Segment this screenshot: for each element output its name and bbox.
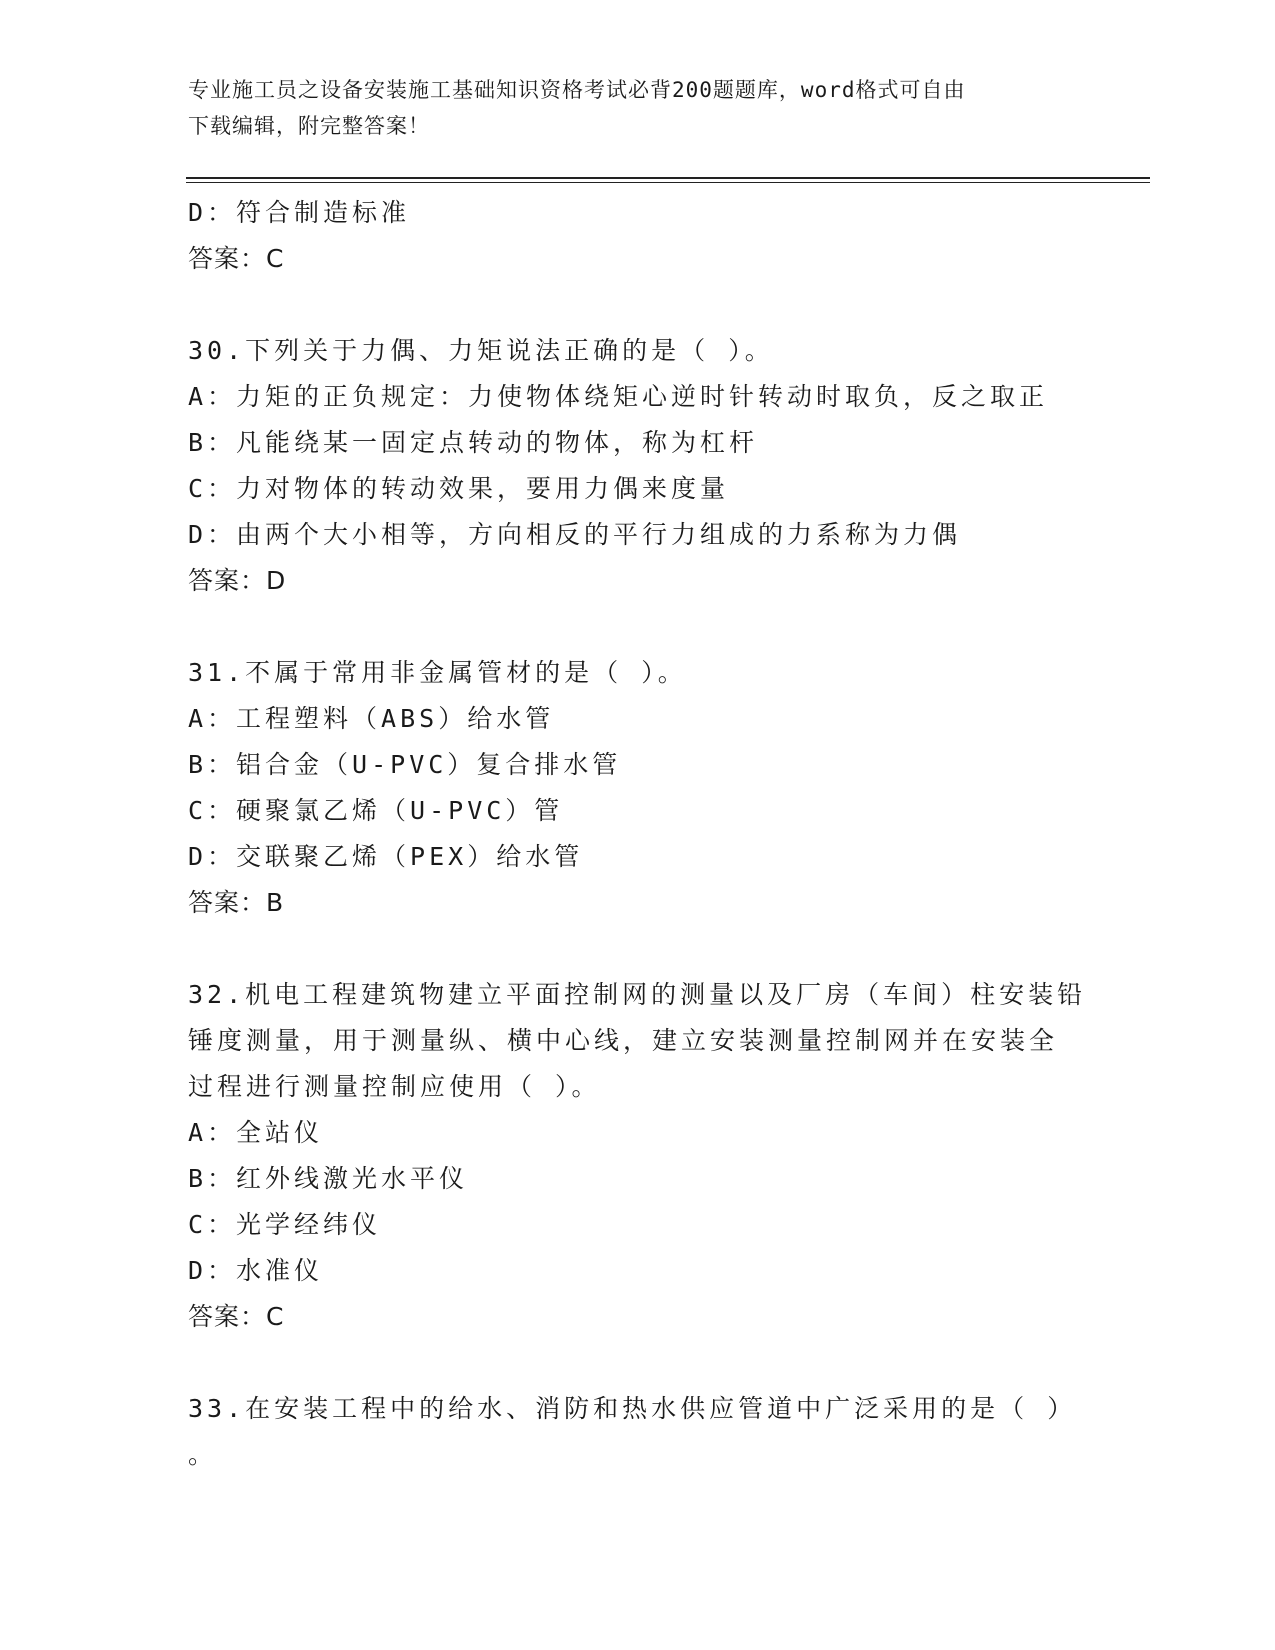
option-c: C：硬聚氯乙烯（U-PVC）管 [188,796,564,825]
question-stem-32-line2: 锤度测量，用于测量纵、横中心线，建立安装测量控制网并在安装全 [188,1026,1059,1055]
answer: 答案：B [188,888,285,917]
question-stem-32-line3: 过程进行测量控制应使用（ ）。 [188,1072,601,1101]
option-b: B：凡能绕某一固定点转动的物体，称为杠杆 [188,428,759,457]
option-d: D：交联聚乙烯（PEX）给水管 [188,842,584,871]
question-stem-33-line1: 33.在安装工程中的给水、消防和热水供应管道中广泛采用的是（ ） [188,1394,1077,1423]
question-stem-30: 30.下列关于力偶、力矩说法正确的是（ ）。 [188,336,774,365]
answer: 答案：C [188,244,285,273]
option-d: D：符合制造标准 [188,198,411,227]
option-d: D：由两个大小相等，方向相反的平行力组成的力系称为力偶 [188,520,962,549]
option-b: B：红外线激光水平仪 [188,1164,469,1193]
spacer [188,604,1088,650]
header-title-line1: 专业施工员之设备安装施工基础知识资格考试必背200题题库，word格式可自由 [188,78,966,102]
question-list [188,190,1088,1478]
option-d: D：水准仪 [188,1256,324,1285]
spacer [188,1340,1088,1386]
answer: 答案：D [188,566,287,595]
header-title-line2: 下载编辑，附完整答案！ [188,114,430,138]
spacer [188,282,1088,328]
answer: 答案：C [188,1302,285,1331]
option-a: A：工程塑料（ABS）给水管 [188,704,555,733]
page-header [188,72,1088,144]
option-c: C：光学经纬仪 [188,1210,382,1239]
option-b: B：铝合金（U-PVC）复合排水管 [188,750,622,779]
option-c: C：力对物体的转动效果，要用力偶来度量 [188,474,730,503]
option-a: A：力矩的正负规定：力使物体绕矩心逆时针转动时取负，反之取正 [188,382,1049,411]
header-divider-thick [186,177,1150,179]
option-a: A：全站仪 [188,1118,324,1147]
question-stem-33-line2: 。 [188,1440,218,1469]
spacer [188,926,1088,972]
question-stem-31: 31.不属于常用非金属管材的是（ ）。 [188,658,687,687]
question-stem-32-line1: 32.机电工程建筑物建立平面控制网的测量以及厂房（车间）柱安装铅 [188,980,1087,1009]
header-divider-thin [186,182,1150,183]
